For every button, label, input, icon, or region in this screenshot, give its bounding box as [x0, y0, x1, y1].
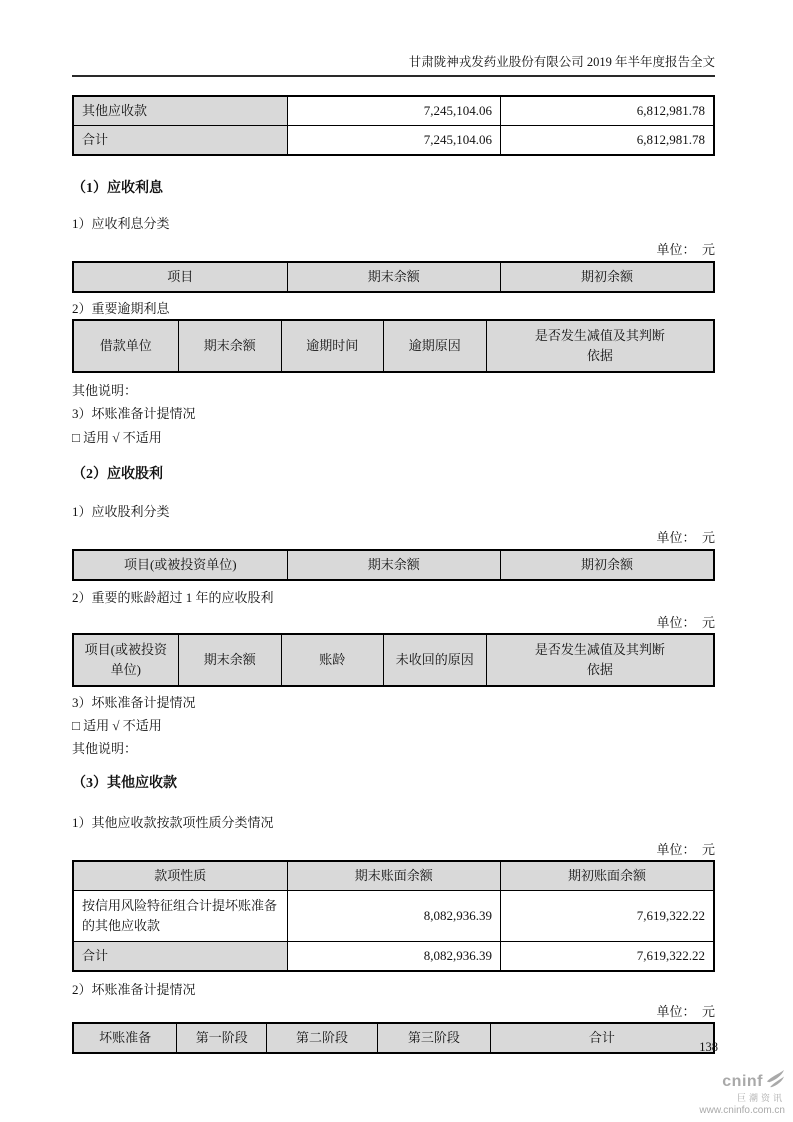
row-label-cell: 按信用风险特征组合计提坏账准备的其他应收款	[73, 891, 287, 942]
header-cell: 期末余额	[287, 262, 500, 292]
dividend-aging-table	[72, 633, 715, 687]
header-cell: 账龄	[281, 634, 383, 686]
table-row	[73, 126, 714, 156]
table-header-row	[73, 861, 714, 891]
value-cell: 6,812,981.78	[501, 126, 714, 156]
header-cell: 期末余额	[287, 550, 500, 580]
header-cell: 逾期时间	[281, 320, 383, 372]
subsection-label: 3）坏账准备计提情况	[72, 406, 196, 421]
subsection-label: 1）其他应收款按款项性质分类情况	[72, 815, 274, 830]
table-row	[73, 891, 714, 942]
logo-website: www.cninfo.com.cn	[699, 1105, 785, 1117]
document-header	[72, 54, 715, 70]
value-cell: 7,619,322.22	[501, 891, 714, 942]
header-cell: 合计	[490, 1023, 714, 1053]
interest-classification-table	[72, 261, 715, 293]
unit-note: 单位： 元	[656, 242, 715, 257]
header-cell: 坏账准备	[73, 1023, 177, 1053]
value-cell: 7,245,104.06	[287, 96, 500, 126]
header-cell: 未收回的原因	[383, 634, 486, 686]
header-cell: 项目	[73, 262, 287, 292]
header-cell: 项目(或被投资单位)	[73, 634, 178, 686]
other-note-label: 其他说明：	[72, 741, 138, 756]
header-cell: 项目(或被投资单位)	[73, 550, 287, 580]
header-cell: 款项性质	[73, 861, 287, 891]
logo-brand-row	[699, 1070, 785, 1093]
header-cell: 期末余额	[178, 320, 281, 372]
other-receivables-nature-table	[72, 860, 715, 972]
header-cell-text: 是否发生减值及其判断依据	[534, 641, 665, 677]
header-cell: 期末账面余额	[287, 861, 500, 891]
header-cell: 第二阶段	[267, 1023, 378, 1053]
applicability-line: □ 适用 √ 不适用	[72, 430, 162, 445]
section-heading-dividend-receivable: （2）应收股利	[72, 467, 163, 482]
subsection-label: 2）坏账准备计提情况	[72, 982, 196, 997]
table-header-row	[73, 320, 714, 372]
applicability-line: □ 适用 √ 不适用	[72, 718, 162, 733]
table-header-row	[73, 1023, 714, 1053]
dividend-classification-table	[72, 549, 715, 581]
row-label-cell: 合计	[73, 126, 287, 156]
subsection-label: 1）应收利息分类	[72, 216, 170, 231]
section-heading-interest-receivable: （1）应收利息	[72, 181, 163, 196]
table-header-row	[73, 634, 714, 686]
header-cell: 期初余额	[501, 262, 714, 292]
unit-note: 单位： 元	[656, 530, 715, 545]
header-cell: 借款单位	[73, 320, 178, 372]
value-cell: 6,812,981.78	[501, 96, 714, 126]
value-cell: 7,245,104.06	[287, 126, 500, 156]
unit-note: 单位： 元	[656, 1004, 715, 1019]
subsection-label: 1）应收股利分类	[72, 504, 170, 519]
section-heading-other-receivables: （3）其他应收款	[72, 776, 177, 791]
report-title: 甘肃陇神戎发药业股份有限公司 2019 年半年度报告全文	[408, 55, 715, 69]
header-cell	[486, 634, 714, 686]
value-cell: 7,619,322.22	[501, 942, 714, 972]
page-number: 138	[699, 1040, 718, 1054]
subsection-label: 3）坏账准备计提情况	[72, 695, 196, 710]
table-row	[73, 96, 714, 126]
header-cell: 期初余额	[501, 550, 714, 580]
logo-brand-text: cninf	[722, 1072, 763, 1090]
header-cell	[486, 320, 714, 372]
header-cell: 期末余额	[178, 634, 281, 686]
other-receivables-overview-table	[72, 95, 715, 156]
header-cell: 期初账面余额	[501, 861, 714, 891]
table-row	[73, 942, 714, 972]
cninfo-logo-icon	[765, 1070, 785, 1093]
value-cell: 8,082,936.39	[287, 942, 500, 972]
table-header-row	[73, 262, 714, 292]
header-cell-text: 是否发生减值及其判断依据	[534, 327, 665, 363]
bad-debt-stage-table	[72, 1022, 715, 1054]
subsection-label: 2）重要逾期利息	[72, 301, 170, 316]
cninfo-logo	[699, 1070, 785, 1116]
header-cell: 逾期原因	[383, 320, 486, 372]
header-cell: 第三阶段	[377, 1023, 490, 1053]
overdue-interest-table	[72, 319, 715, 373]
header-divider	[72, 75, 715, 77]
row-label-cell: 其他应收款	[73, 96, 287, 126]
unit-note: 单位： 元	[656, 842, 715, 857]
other-note-label: 其他说明：	[72, 383, 138, 398]
logo-chinese-name: 巨潮资讯	[736, 1092, 785, 1103]
value-cell: 8,082,936.39	[287, 891, 500, 942]
row-label-cell: 合计	[73, 942, 287, 972]
header-cell: 第一阶段	[177, 1023, 267, 1053]
unit-note: 单位： 元	[656, 615, 715, 630]
table-header-row	[73, 550, 714, 580]
subsection-label: 2）重要的账龄超过 1 年的应收股利	[72, 590, 274, 605]
